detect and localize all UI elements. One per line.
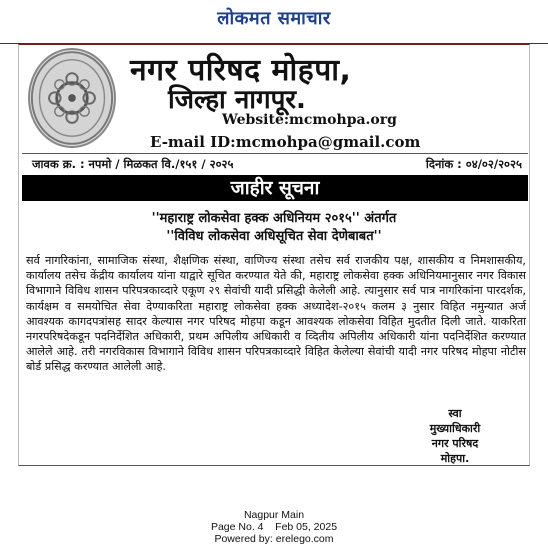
org-email: E-mail ID:mcmohpa@gmail.com <box>150 133 421 151</box>
reference-number: जावक क्र. : नपमो / मिळकत वि./१५१ / २०२५ <box>32 157 234 171</box>
org-title-line1: नगर परिषद मोहपा, <box>130 53 352 88</box>
org-website: Website:mcmohpa.org <box>222 112 397 128</box>
seal-emblem-icon <box>30 50 114 146</box>
heading-line2: ''विविध लोकसेवा अधिसूचित सेवा देणेबाबत'' <box>166 229 382 244</box>
notice-body: सर्व नागरिकांना, सामाजिक संस्था, शैक्षणिक संस्था, वाणिज्य संस्था तसेच सर्व राजकीय पक्ष, शासकीय व निमशासकीय, कार्यालय तसेच केंद्रीय कार्यालय यांना याद्वारे सूचित करण्यात येते की, महाराष्ट्र लोकसेवा हक्क अधिनियमानुसार नगर विकास विभागाने विविध शासन परिपत्रकाव्दारे एकूण २९ सेवांची यादी प्रसिद्धी केलेली आहे. त्यानुसार सर्व पात्र नागरिकांना पारदर्शक, कार्यक्षम व समयोचित सेवा देण्याकरिता महाराष्ट्र लोकसेवा हक्क अध्यादेश-२०१५ कलम ३ नुसार विहित नमुन्यात अर्ज आवश्यक कागदपत्रांसह सादर केल्यास नगर परिषद मोहपा कडून आवश्यक लोकसेवा विहित मुदतीत दिली जाते. याकरिता नगरपरिषदेकडून पदनिर्देशित अधिकारी, प्रथम अपिलीय अधिकारी व व्दितीय अपिलीय अधिकारी यांना पदनिर्देशित करण्यात आलेले आहे. तरी नगरविकास विभागाने विविध शासन परिपत्रकाव्दारे विहित केलेल्या सेवांची यादी नगर परिषद मोहपा नोटीस बोर्ड प्रसिद्ध करण्यात आलेली आहे. <box>26 254 526 374</box>
signature-line1: स्वा <box>448 407 462 420</box>
heading-line1: ''महाराष्ट्र लोकसेवा हक्क अधिनियम २०१५'' अंतर्गत <box>151 211 397 226</box>
reference-date: दिनांक : ०४/०२/२०२५ <box>425 157 522 171</box>
signature-line4: मोहपा. <box>440 452 470 465</box>
signature-line3: नगर परिषद <box>431 437 479 450</box>
newspaper-masthead: लोकमत समाचार <box>217 8 331 29</box>
org-title-line2: जिल्हा नागपूर. <box>168 85 306 115</box>
page-footer <box>0 509 548 545</box>
notice-heading <box>18 210 530 246</box>
footer-page: Page No. 4 Feb 05, 2025 <box>210 521 338 533</box>
footer-edition: Nagpur Main <box>243 509 305 521</box>
signature-block <box>400 406 510 466</box>
notice-title: जाहीर सूचना <box>22 175 528 201</box>
reference-row <box>22 153 528 173</box>
signature-line2: मुख्याधिकारी <box>429 422 481 435</box>
municipal-seal-logo <box>28 48 116 148</box>
footer-powered: Powered by: erelego.com <box>214 533 334 545</box>
